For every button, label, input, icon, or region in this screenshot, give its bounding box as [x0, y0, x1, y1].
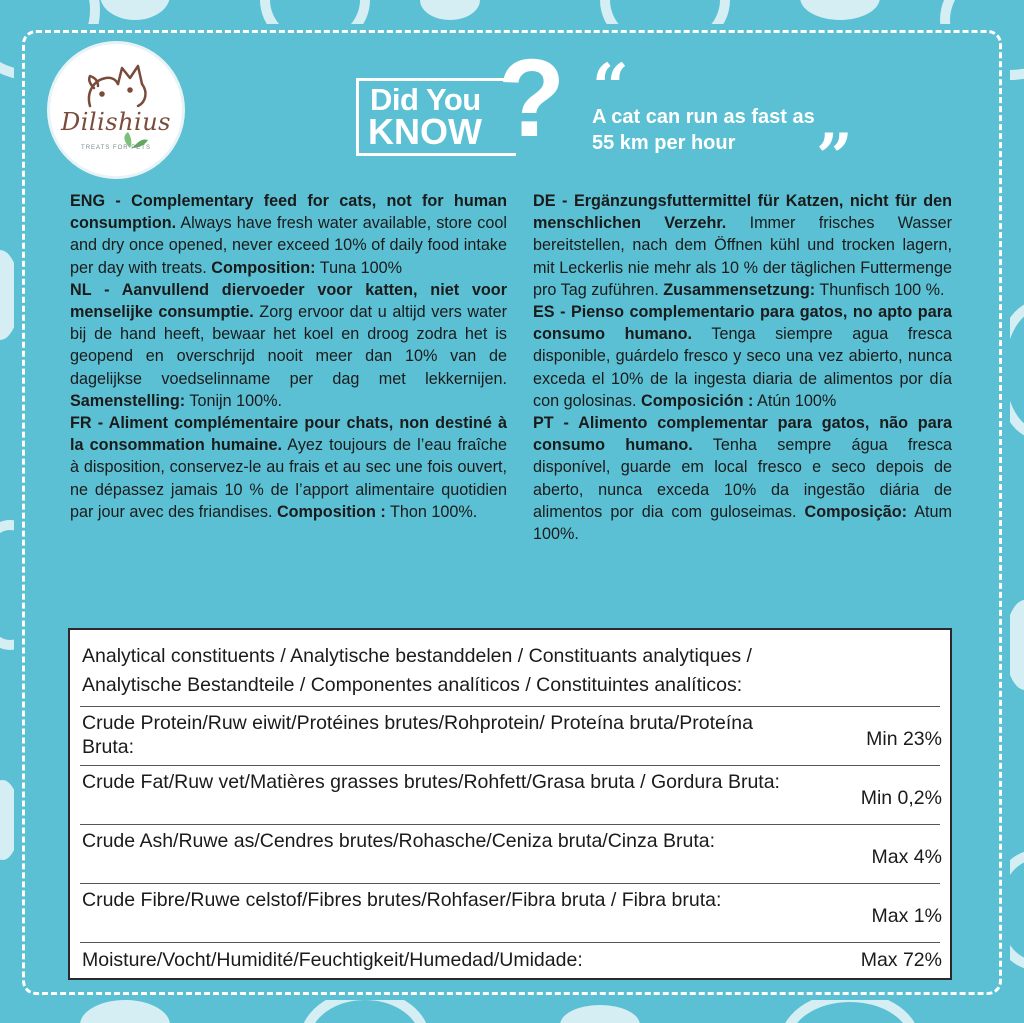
section-de — [533, 190, 952, 301]
open-quote-icon: “ — [592, 50, 629, 125]
section-de-text: Immer frisches Wasser bereitstellen, nach dem Öffnen kühl und trocken lagern, mit Leckerlis nie mehr als 10 % der täglichen Futtermenge pro Tag zuführen. — [533, 214, 952, 299]
section-nl-heading: NL - Aanvullend diervoeder voor katten, niet voor menselijke consumptie. — [70, 280, 507, 322]
section-fr-text: Ayez toujours de l’eau fraîche à disposition, conservez-le au frais et au sec une fois ouvert, ne dépassez jamais 10 % de l’apport alimentaire quotidien par jour avec des friandises. — [70, 436, 507, 521]
section-nl-composition-label: Samenstelling: — [70, 391, 186, 410]
section-nl-composition: Tonijn 100%. — [185, 391, 283, 410]
table-row — [80, 824, 940, 883]
section-es — [533, 301, 952, 412]
section-es-heading: ES - Pienso complementario para gatos, no apto para consumo humano. — [533, 303, 952, 344]
question-mark-icon: ? — [498, 37, 566, 160]
row-value: Max 1% — [871, 905, 942, 927]
section-eng-composition: Tuna 100% — [315, 258, 402, 277]
section-nl — [70, 279, 507, 412]
row-label: Crude Ash/Ruwe as/Cendres brutes/Rohasche/Ceniza bruta/Cinza Bruta: — [82, 830, 715, 852]
section-es-text: Tenga siempre agua fresca disponible, guárdelo fresco y seco una vez abierto, nunca exceda el 10% de la ingesta diaria de alimentos por día con golosinas. — [533, 325, 952, 410]
section-de-composition-label: Zusammensetzung: — [663, 280, 816, 299]
row-label: Moisture/Vocht/Humidité/Feuchtigkeit/Humedad/Umidade: — [82, 949, 583, 971]
close-quote-icon: ” — [816, 120, 853, 195]
table-row — [80, 765, 940, 824]
section-pt-text: Tenha sempre água fresca disponível, guarde em local fresco e seco depois de aberto, nunca exceda 10% da ingestão diária de alimentos por dia com guloseimas. — [533, 436, 952, 521]
section-fr-composition-label: Composition : — [276, 502, 386, 521]
description-column-right — [533, 190, 952, 545]
table-heading-line2: Analytische Bestandteile / Componentes analíticos / Constituintes analíticos: — [82, 674, 743, 696]
section-eng-composition-label: Composition: — [211, 258, 316, 277]
row-label: Crude Fat/Ruw vet/Matières grasses brutes/Rohfett/Grasa bruta / Gordura Bruta: — [82, 771, 780, 793]
section-fr — [70, 412, 507, 523]
table-heading-line1: Analytical constituents / Analytische bestanddelen / Constituants analytiques / — [82, 645, 752, 667]
cat-fact: A cat can run as fast as 55 km per hour — [592, 106, 815, 154]
section-es-composition-label: Composición : — [641, 391, 754, 410]
section-pt-composition: Atum 100%. — [533, 502, 952, 544]
row-label: Crude Fibre/Ruwe celstof/Fibres brutes/Rohfaser/Fibra bruta / Fibra bruta: — [82, 889, 722, 911]
section-eng-heading: ENG - Complementary feed for cats, not for human consumption. — [70, 192, 507, 233]
section-pt-composition-label: Composição: — [804, 502, 908, 521]
brand-logo — [50, 44, 182, 176]
section-de-composition: Thunfisch 100 %. — [815, 280, 945, 299]
row-label: Crude Protein/Ruw eiwit/Protéines brutes/Rohprotein/ Proteína bruta/Proteína Bruta: — [82, 712, 753, 758]
table-heading — [82, 642, 942, 700]
analytical-constituents-table — [68, 628, 952, 980]
did-you-know-line1: Did You — [370, 82, 481, 117]
section-es-composition: Atún 100% — [753, 391, 837, 410]
row-value: Max 4% — [871, 846, 942, 868]
table-row — [80, 706, 940, 765]
section-fr-composition: Thon 100%. — [385, 502, 478, 521]
brand-name: Dilishius — [61, 108, 171, 136]
section-pt — [533, 412, 952, 545]
section-fr-heading: FR - Aliment complémentaire pour chats, non destiné à la consommation humaine. — [70, 414, 507, 455]
description-column-left — [70, 190, 507, 523]
section-eng — [70, 190, 507, 279]
row-value: Min 0,2% — [860, 787, 942, 809]
row-value: Max 72% — [860, 949, 942, 971]
section-nl-text: Zorg ervoor dat u altijd vers water bij de hand heeft, bewaar het koel en droog zodra het is geopend en overschrijd nooit meer dan 10% van de dagelijkse voedselinname per dag met lekkernijen. — [70, 303, 507, 388]
table-row — [80, 883, 940, 942]
did-you-know-line2: KNOW — [368, 111, 482, 152]
brand-tagline: TREATS FOR PETS — [81, 145, 151, 151]
section-eng-text: Always have fresh water available, store cool and dry once opened, never exceed 10% of daily food intake per day with treats. — [70, 214, 507, 277]
section-de-heading: DE - Ergänzungsfuttermittel für Katzen, nicht für den menschlichen Verzehr. — [533, 192, 952, 233]
row-value: Min 23% — [866, 728, 942, 750]
table-row — [80, 942, 940, 977]
section-pt-heading: PT - Alimento complementar para gatos, não para consumo humano. — [533, 414, 952, 455]
